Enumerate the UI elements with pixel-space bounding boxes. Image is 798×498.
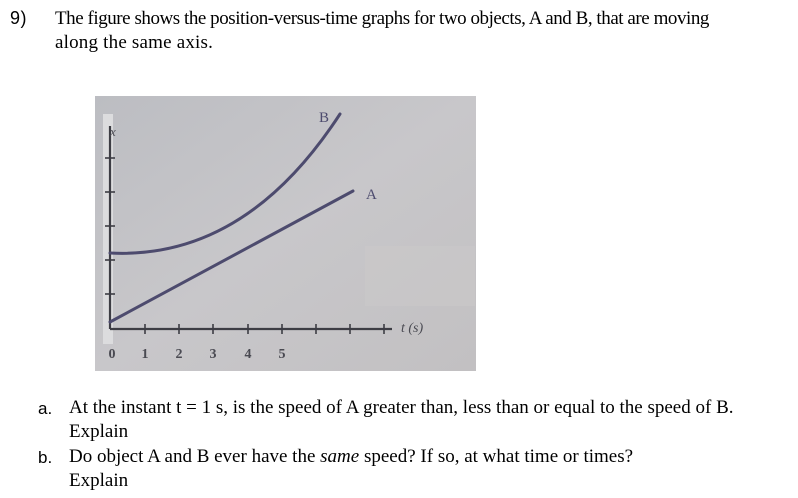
position-time-figure bbox=[95, 96, 476, 371]
x-tick-label: 5 bbox=[278, 347, 286, 362]
part-letter: a. bbox=[38, 399, 53, 418]
curve-a-label: A bbox=[366, 187, 377, 203]
stem-line: The figure shows the position-versus-time graphs for two objects, A and B, that are moving bbox=[55, 8, 709, 29]
position-time-graph bbox=[95, 96, 476, 371]
x-tick-label: 0 bbox=[108, 347, 116, 362]
part-b bbox=[38, 445, 788, 493]
part-a bbox=[38, 396, 788, 444]
part-b-text: speed? If so, at what time or times? bbox=[359, 446, 634, 467]
question-parts bbox=[38, 396, 788, 493]
part-a-line: At the instant t = 1 s, is the speed of A greater than, less than or equal to the speed of B. bbox=[69, 397, 734, 418]
part-b-line: Explain bbox=[69, 470, 129, 491]
part-b-line bbox=[69, 445, 788, 469]
part-b-text: Do object A and B ever have the bbox=[69, 446, 321, 467]
x-axis-label: t (s) bbox=[401, 321, 424, 336]
stem-line: along the same axis. bbox=[55, 32, 214, 53]
emphasis-same: same bbox=[320, 446, 360, 467]
photo-smudge bbox=[365, 246, 475, 306]
x-tick-label: 1 bbox=[141, 347, 149, 362]
x-tick-label: 2 bbox=[175, 347, 183, 362]
question-stem bbox=[55, 7, 775, 55]
curve-b-label: B bbox=[319, 110, 330, 126]
part-letter: b. bbox=[38, 448, 53, 467]
question-number: 9) bbox=[10, 8, 28, 28]
x-tick-label: 4 bbox=[244, 347, 252, 362]
y-axis-label: x bbox=[110, 124, 116, 139]
y-axis-highlight bbox=[103, 114, 113, 344]
part-a-line: Explain bbox=[69, 421, 129, 442]
x-tick-label: 3 bbox=[209, 347, 217, 362]
